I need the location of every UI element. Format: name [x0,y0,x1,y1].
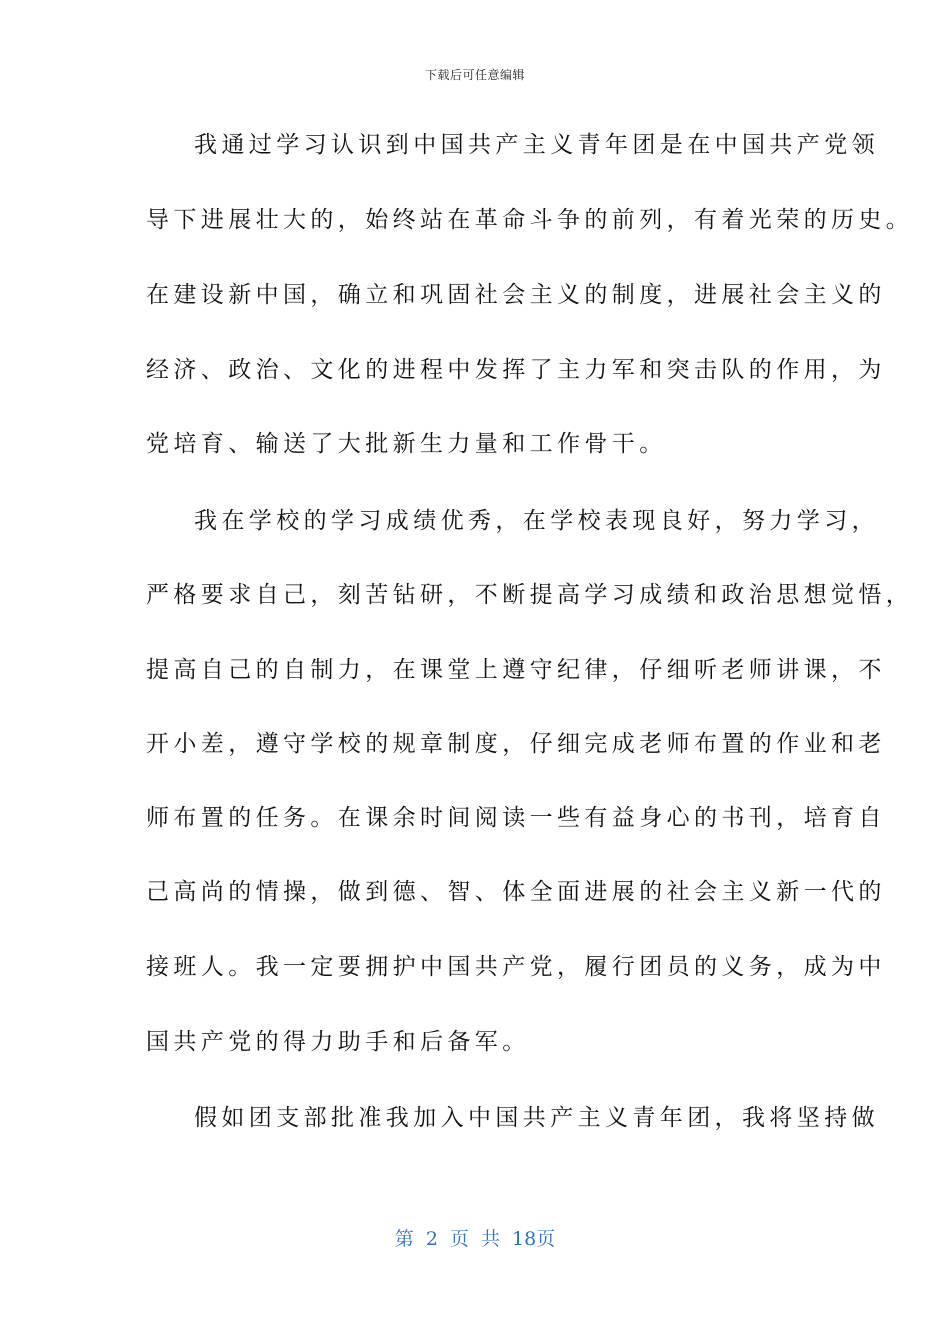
body-line: 假如团支部批准我加入中国共产主义青年团，我将坚持做 [194,1105,879,1131]
body-line: 我在学校的学习成绩优秀，在学校表现良好，努力学习， [194,508,879,534]
body-line: 我通过学习认识到中国共产主义青年团是在中国共产党领 [194,132,879,158]
body-line: 严格要求自己，刻苦钻研，不断提高学习成绩和政治思想觉悟， [146,582,914,608]
body-line: 国共产党的得力助手和后备军。 [146,1029,530,1055]
page-number: 第 2 页 共 18页 [394,1228,556,1250]
body-line: 党培育、输送了大批新生力量和工作骨干。 [146,431,667,457]
body-line: 导下进展壮大的，始终站在革命斗争的前列，有着光荣的历史。 [146,207,914,233]
body-line: 己高尚的情操，做到德、智、体全面进展的社会主义新一代的 [146,879,886,905]
body-line: 接班人。我一定要拥护中国共产党，履行团员的义务，成为中 [146,954,886,980]
body-line: 师布置的任务。在课余时间阅读一些有益身心的书刊，培育自 [146,805,886,831]
body-line: 在建设新中国，确立和巩固社会主义的制度，进展社会主义的 [146,282,886,308]
body-line: 经济、政治、文化的进程中发挥了主力军和突击队的作用，为 [146,357,886,383]
body-line: 提高自己的自制力，在课堂上遵守纪律，仔细听老师讲课，不 [146,657,886,683]
body-line: 开小差，遵守学校的规章制度，仔细完成老师布置的作业和老 [146,731,886,757]
header-note: 下载后可任意编辑 [424,68,525,82]
